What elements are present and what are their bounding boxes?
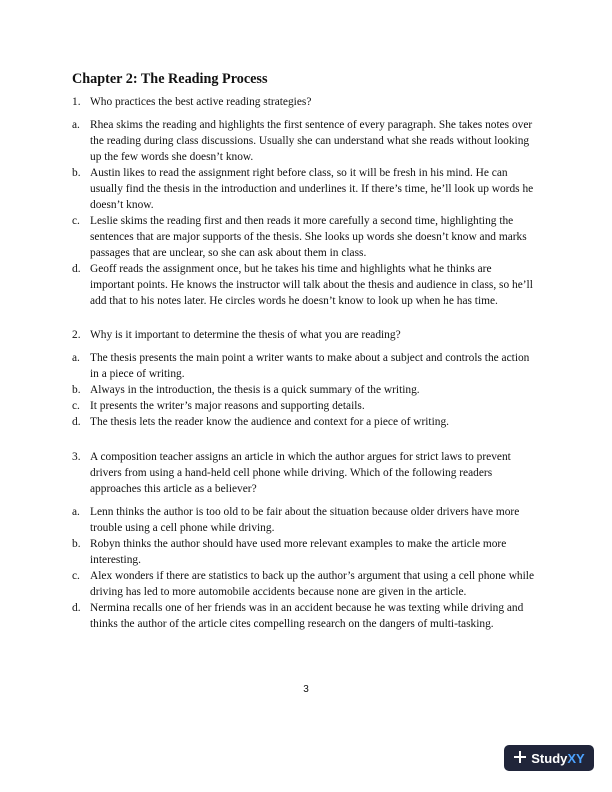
question-1 (72, 94, 538, 309)
question-number: 2. (72, 329, 81, 341)
option-letter: b. (72, 538, 81, 550)
answer-options (72, 117, 538, 309)
answer-option (72, 117, 538, 165)
option-text: Lenn thinks the author is too old to be fair about the situation because older drivers have more trouble using a cell phone while driving. (90, 506, 520, 534)
option-text: Geoff reads the assignment once, but he takes his time and highlights what he thinks are important points. He knows the instructor will talk about the thesis and audience in class, so he’ll add that to his notes later. He circles words he doesn’t know to look up when he has time. (90, 263, 533, 307)
chapter-title: Chapter 2: The Reading Process (72, 71, 268, 87)
option-letter: d. (72, 602, 81, 614)
answer-option (72, 568, 538, 600)
option-text: Robyn thinks the author should have used more relevant examples to make the article more interesting. (90, 538, 507, 566)
option-letter: c. (72, 400, 80, 412)
question-number: 1. (72, 96, 81, 108)
option-letter: a. (72, 119, 80, 131)
answer-option (72, 350, 538, 382)
question-3 (72, 449, 538, 632)
question-text: A composition teacher assigns an article in which the author argues for strict laws to prevent drivers from using a hand-held cell phone while driving. Which of the following readers approaches this article as a believer? (90, 451, 511, 495)
option-text: Alex wonders if there are statistics to back up the author’s argument that using a cell phone while driving has led to more automobile accidents because none are given in the article. (90, 570, 535, 598)
question-stem (72, 94, 538, 110)
answer-option (72, 382, 538, 398)
document-page (72, 70, 538, 632)
option-letter: b. (72, 384, 81, 396)
plus-icon (513, 750, 531, 767)
option-text: The thesis presents the main point a writer wants to make about a subject and controls the action in a piece of writing. (90, 352, 530, 380)
option-letter: c. (72, 215, 80, 227)
answer-option (72, 600, 538, 632)
answer-option (72, 213, 538, 261)
question-text: Why is it important to determine the thesis of what you are reading? (90, 329, 401, 341)
option-letter: c. (72, 570, 80, 582)
page-number: 3 (303, 684, 309, 695)
option-letter: b. (72, 167, 81, 179)
option-text: Rhea skims the reading and highlights the first sentence of every paragraph. She takes notes over the reading during class discussions. Usually she can understand what she reads without looking up the few words she doesn’t know. (90, 119, 533, 163)
answer-options (72, 504, 538, 632)
option-letter: d. (72, 263, 81, 275)
answer-option (72, 165, 538, 213)
option-letter: d. (72, 416, 81, 428)
option-text: Leslie skims the reading first and then reads it more carefully a second time, highlighting the sentences that are major supports of the thesis. She looks up words she doesn’t know and marks passages that are unclear, so she can ask about them in class. (90, 215, 527, 259)
answer-option (72, 261, 538, 309)
question-number: 3. (72, 451, 81, 463)
badge-brand-main: Study (531, 750, 568, 766)
option-text: Nermina recalls one of her friends was in an accident because he was texting while driving and thinks the author of the article cites compelling research on the dangers of multi-tasking. (90, 602, 524, 630)
question-stem (72, 449, 538, 497)
question-text: Who practices the best active reading strategies? (90, 96, 312, 108)
option-letter: a. (72, 506, 80, 518)
answer-option (72, 504, 538, 536)
answer-options (72, 350, 538, 430)
badge-brand-accent: XY (567, 750, 585, 766)
spacer (72, 309, 538, 327)
question-stem (72, 327, 538, 343)
option-letter: a. (72, 352, 80, 364)
answer-option (72, 414, 538, 430)
option-text: Always in the introduction, the thesis is a quick summary of the writing. (90, 384, 420, 396)
studyxy-badge[interactable] (504, 745, 594, 771)
spacer (72, 430, 538, 449)
option-text: Austin likes to read the assignment right before class, so it will be fresh in his mind. He can usually find the thesis in the introduction and underlines it. If there’s time, he’ll look up words he doesn’t know. (90, 167, 534, 211)
option-text: It presents the writer’s major reasons and supporting details. (90, 400, 365, 412)
question-2 (72, 327, 538, 430)
answer-option (72, 536, 538, 568)
answer-option (72, 398, 538, 414)
option-text: The thesis lets the reader know the audience and context for a piece of writing. (90, 416, 449, 428)
